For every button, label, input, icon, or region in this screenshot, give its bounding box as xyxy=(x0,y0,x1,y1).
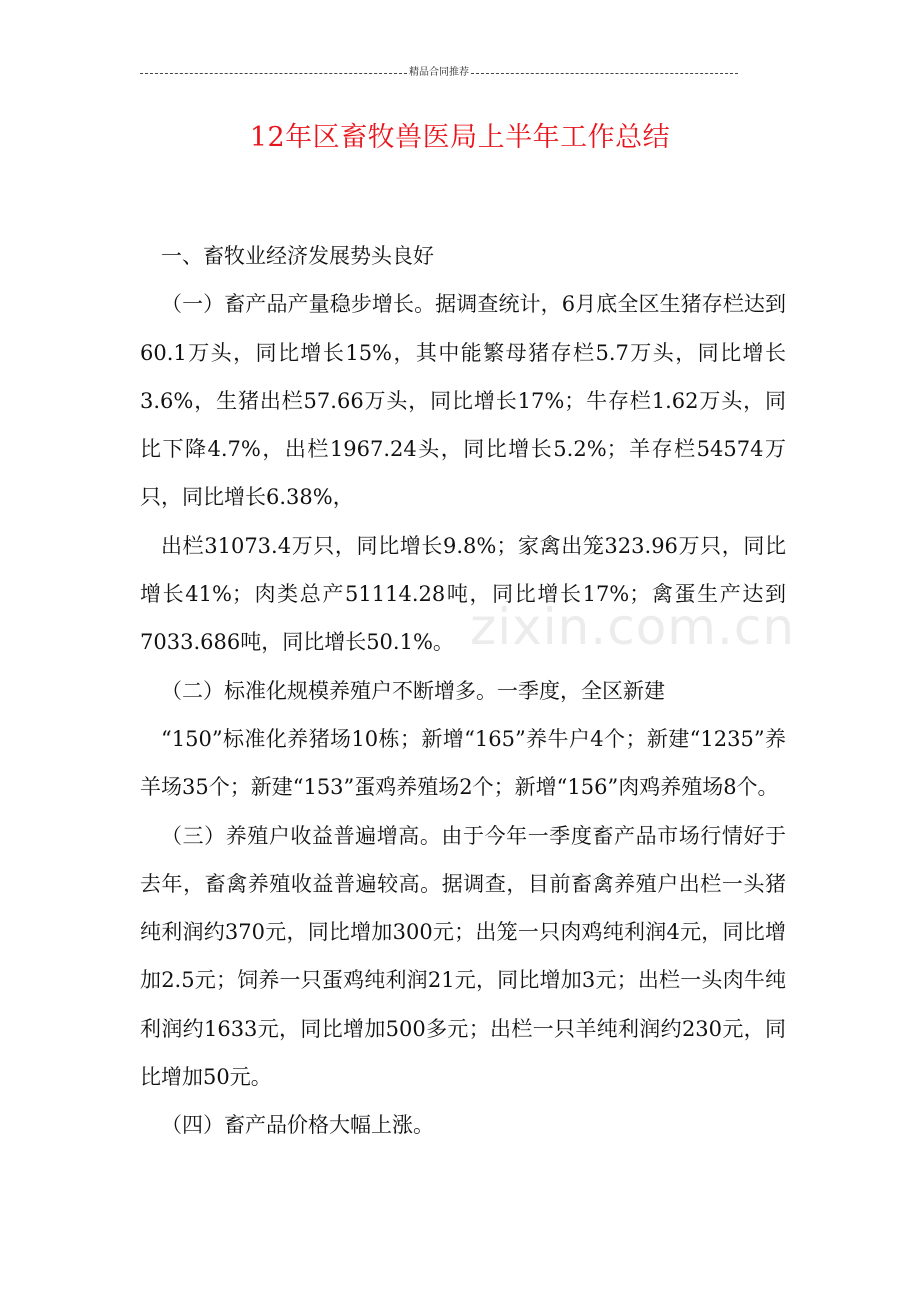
paragraph: （四）畜产品价格大幅上涨。 xyxy=(161,1113,434,1138)
section-heading: 一、畜牧业经济发展势头良好 xyxy=(161,244,434,268)
header-dash-right xyxy=(471,73,738,74)
page-header xyxy=(140,66,738,80)
paragraph: （三）养殖户收益普遍增高。由于今年一季度畜产品市场行情好于去年，畜禽养殖收益普遍较高。据调查，目前畜禽养殖户出栏一头猪纯利润约370元，同比增加300元；出笼一只肉鸡纯利润4元，同比增加2.5元；饲养一只蛋鸡纯利润21元，同比增加3元；出栏一头肉牛纯利润约1633元，同比增加500多元；出栏一只羊纯利润约230元，同比增加50元。 xyxy=(140,823,786,1090)
paragraph: 出栏31073.4万只，同比增长9.8%；家禽出笼323.96万只，同比增长41%；肉类总产51114.28吨，同比增长17%；禽蛋生产达到7033.686吨，同比增长50.1%。 xyxy=(140,533,786,655)
document-title: 12年区畜牧兽医局上半年工作总结 xyxy=(249,122,671,153)
watermark: zixin.com.cn xyxy=(470,598,796,656)
paragraph: （一）畜产品产量稳步增长。据调查统计，6月底全区生猪存栏达到60.1万头，同比增长15%，其中能繁母猪存栏5.7万头，同比增长3.6%，生猪出栏57.66万头，同比增长17%；牛存栏1.62万头，同比下降4.7%，出栏1967.24头，同比增长5.2%；羊存栏54574万只，同比增长6.38%， xyxy=(140,292,786,510)
header-label: 精品合同推荐 xyxy=(409,67,469,78)
document-body xyxy=(140,232,786,1150)
paragraph: （二）标准化规模养殖户不断增多。一季度，全区新建 xyxy=(161,678,665,703)
paragraph: “150”标准化养猪场10栋；新增“165”养牛户4个；新建“1235”养羊场35个；新建“153”蛋鸡养殖场2个；新增“156”肉鸡养殖场8个。 xyxy=(140,726,786,800)
header-dash-left xyxy=(140,73,407,74)
